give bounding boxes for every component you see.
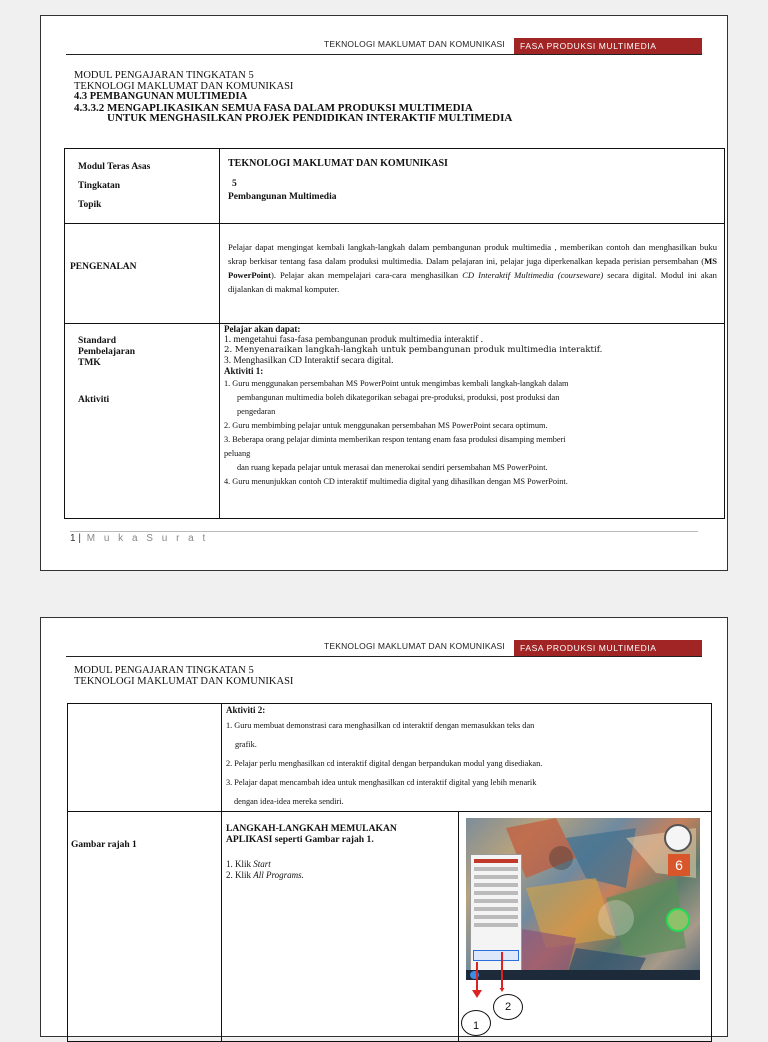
intro-paragraph: Pelajar dapat mengingat kembali langkah-langkah dalam pembangunan produk multimedia , memberikan contoh dan menghasilkan buku skrap berkisar tentang fasa dalam produksi multimedia. Dalam pelajaran ini, pelajar juga diperkenalkan kepada perisian persembahan (MS PowerPoint). Pelajar akan mempelajari cara-cara menghasilkan CD Interaktif Multimedia (courseware) secara digital. Modul ini akan dijalankan di makmal komputer. bbox=[228, 242, 717, 294]
intro-line: 4.3.3.2 MENGAPLIKASIKAN SEMUA FASA DALAM PRODUKSI MULTIMEDIA bbox=[74, 101, 473, 114]
module-intro bbox=[74, 666, 293, 687]
document-page-2 bbox=[40, 617, 728, 1037]
module-table bbox=[64, 148, 725, 519]
activity-item: 3. Pelajar dapat mencambah idea untuk menghasilkan cd interaktif digital yang lebih menarik bbox=[226, 778, 537, 787]
activity-item: 2. Guru membimbing pelajar untuk menggunakan persembahan MS PowerPoint secara optimum. bbox=[224, 420, 548, 430]
label-tingkatan: Tingkatan bbox=[78, 181, 121, 191]
header-subject: TEKNOLOGI MAKLUMAT DAN KOMUNIKASI bbox=[323, 39, 505, 49]
objectives-heading: Pelajar akan dapat: bbox=[224, 324, 301, 334]
document-page-1 bbox=[40, 15, 728, 571]
label-standard: Standard Pembelajaran TMK bbox=[78, 336, 135, 368]
label-modul: Modul Teras Asas bbox=[78, 162, 151, 172]
label-topik: Topik bbox=[78, 200, 102, 210]
value-tingkatan: 5 bbox=[232, 179, 237, 189]
activity-item: 1. Guru menggunakan persembahan MS PowerPoint untuk mengimbas kembali langkah-langkah dalam bbox=[224, 378, 569, 388]
objective-item: 3. Menghasilkan CD Interaktif secara digital. bbox=[224, 355, 394, 366]
label-aktiviti: Aktiviti bbox=[78, 395, 110, 405]
header-phase-badge: FASA PRODUKSI MULTIMEDIA bbox=[514, 640, 702, 656]
activity-item: 3. Beberapa orang pelajar diminta memberikan respon tentang enam fasa produksi disamping memberi bbox=[224, 434, 566, 444]
steps-title: LANGKAH-LANGKAH MEMULAKAN APLIKASI seperti Gambar rajah 1. bbox=[226, 823, 397, 845]
activity-item: peluang bbox=[224, 448, 251, 458]
page-footer bbox=[70, 531, 698, 545]
intro-line: TEKNOLOGI MAKLUMAT DAN KOMUNIKASI bbox=[74, 675, 294, 687]
activity-item: dan ruang kepada pelajar untuk merasai dan menerokai sendiri persembahan MS PowerPoint. bbox=[237, 462, 548, 472]
page-header bbox=[66, 640, 702, 657]
objective-item: 2. Menyenaraikan langkah-langkah untuk pembangunan produk multimedia interaktif. bbox=[224, 345, 603, 355]
intro-line: 4.3 PEMBANGUNAN MULTIMEDIA bbox=[74, 91, 248, 102]
activity1-list bbox=[224, 377, 724, 489]
activity-item: pengedaran bbox=[237, 406, 276, 416]
activity-item: grafik. bbox=[235, 740, 257, 749]
figure-label: Gambar rajah 1 bbox=[71, 840, 137, 850]
module-intro bbox=[74, 71, 512, 124]
value-modul: TEKNOLOGI MAKLUMAT DAN KOMUNIKASI bbox=[228, 158, 448, 169]
value-topik: Pembangunan Multimedia bbox=[228, 192, 337, 202]
activity2-heading: Aktiviti 2: bbox=[226, 705, 266, 715]
learning-standard bbox=[220, 324, 724, 489]
row-labels bbox=[65, 149, 219, 215]
intro-line: MODUL PENGAJARAN TINGKATAN 5 bbox=[74, 70, 254, 81]
start-menu-panel bbox=[470, 854, 522, 972]
callout-2: 2 bbox=[493, 994, 523, 1020]
page-number: 1 | bbox=[70, 533, 81, 544]
row-values bbox=[220, 149, 724, 202]
figure-instructions bbox=[222, 812, 458, 881]
figure-cell bbox=[459, 812, 711, 1040]
activity-item: dengan idea-idea mereka sendiri. bbox=[234, 797, 344, 806]
objective-item: 1. mengetahui fasa-fasa pembangunan produk multimedia interaktif . bbox=[224, 334, 484, 345]
calendar-gadget: 6 bbox=[668, 854, 690, 876]
activity-item: 1. Guru membuat demonstrasi cara menghasilkan cd interaktif dengan memasukkan teks dan bbox=[226, 721, 535, 730]
footer-label: M u k a S u r a t bbox=[86, 533, 209, 544]
weather-gadget-icon bbox=[666, 908, 690, 932]
activity1-heading: Aktiviti 1: bbox=[224, 366, 264, 376]
activity-item: 2. Pelajar perlu menghasilkan cd interaktif digital dengan berpandukan modul yang disediakan. bbox=[226, 759, 543, 768]
activity-table bbox=[67, 703, 712, 1042]
activity-item: 4. Guru menunjukkan contoh CD interaktif multimedia digital yang dihasilkan dengan MS PowerPoint. bbox=[224, 476, 568, 486]
callout-1: 1 bbox=[461, 1010, 491, 1036]
software-name: MS PowerPoint bbox=[228, 256, 717, 280]
clock-gadget-icon bbox=[664, 824, 692, 852]
step-item: 1. Klik Start bbox=[226, 859, 271, 869]
all-programs-item[interactable] bbox=[473, 950, 519, 961]
step-item: 2. Klik All Programs. bbox=[226, 870, 304, 880]
intro-line: TEKNOLOGI MAKLUMAT DAN KOMUNIKASI bbox=[74, 80, 294, 92]
intro-line: MODUL PENGAJARAN TINGKATAN 5 bbox=[74, 665, 254, 676]
header-phase-badge: FASA PRODUKSI MULTIMEDIA bbox=[514, 38, 702, 54]
page-header bbox=[66, 38, 702, 55]
activity-item: pembangunan multimedia boleh dikategorikan sebagai pre-produksi, produksi, post produksi dan bbox=[237, 392, 560, 402]
cd-interactive-term: CD Interaktif Multimedia (courseware) bbox=[462, 270, 604, 280]
intro-line: UNTUK MENGHASILKAN PROJEK PENDIDIKAN INTERAKTIF MULTIMEDIA bbox=[107, 112, 513, 124]
activity2-block bbox=[222, 704, 711, 811]
callout-arrow-2 bbox=[501, 952, 503, 988]
label-pengenalan: PENGENALAN bbox=[70, 262, 137, 272]
header-subject: TEKNOLOGI MAKLUMAT DAN KOMUNIKASI bbox=[323, 641, 505, 651]
